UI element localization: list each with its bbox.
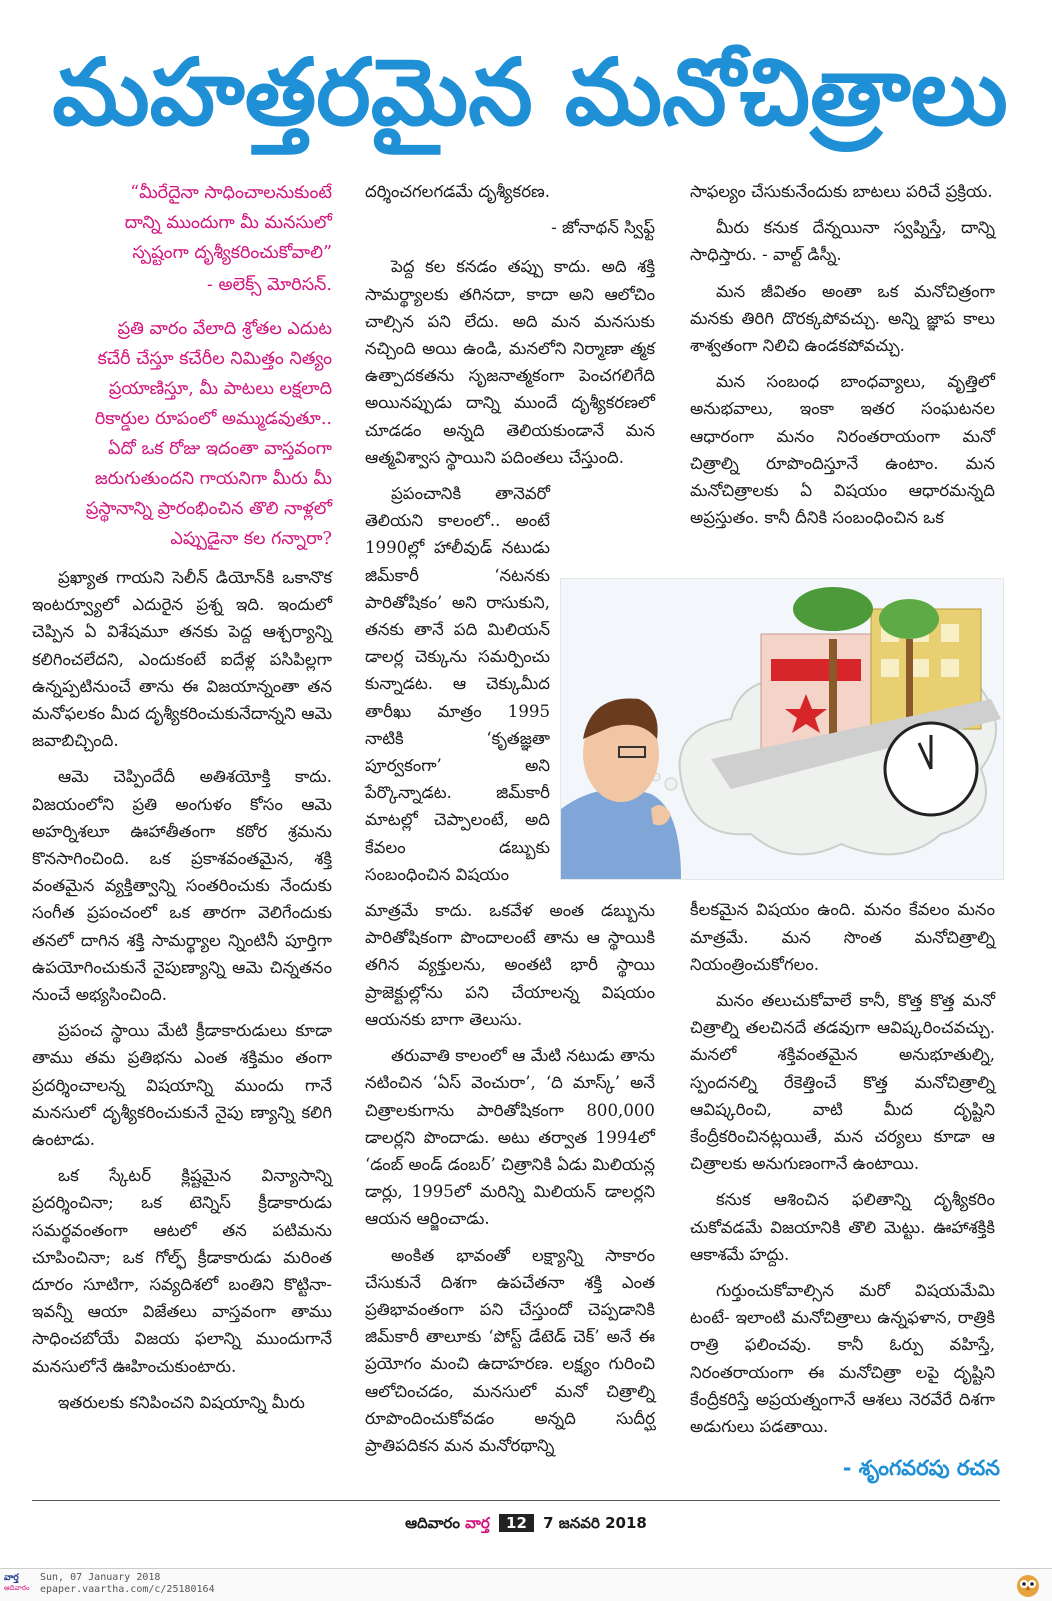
illustration-graphic bbox=[561, 579, 1003, 879]
epaper-info bbox=[40, 1572, 215, 1596]
page-footer bbox=[0, 1514, 1052, 1536]
footer-logo: వార్త bbox=[465, 1514, 490, 1532]
body-paragraph: తరువాతి కాలంలో ఆ మేటి నటుడు తాను నటించిన ‘ఏస్ వెంచురా’, ‘ది మాస్క్’ అనే చిత్రాలకుగాను పారితోషికంగా 800,000 డాలర్లని పొందాడు. అటు తర్వాత 1994లో ‘డంబ్ అండ్ డంబర్’ చిత్రానికి ఏడు మిలియన్ల డార్లు, 1995లో మరిన్ని మిలియన్ డాలర్లని ఆయన ఆర్జించాడు. bbox=[365, 1046, 655, 1229]
body-paragraph: ప్రపంచానికి తానెవరో తెలియని కాలంలో.. అంటే 1990ల్లో హాలీవుడ్ నటుడు జిమ్‌కారీ ‘నటనకు పారితోషికం’ అని రాసుకుని, తనకు తానే పది మిలియన్ డాలర్ల చెక్కును సమర్పించు కున్నాడట. ఆ చెక్కుమీద తారీఖు మాత్రం 1995 నాటికి ‘కృతజ్ఞతా పూర్వకంగా’ అని పేర్కొన్నాడట. జిమ్‌కారీ మాటల్లో చెప్పాలంటే, అది కేవలం డబ్బుకు సంబంధించిన విషయం bbox=[365, 484, 550, 884]
lead-line: ఎప్పుడైనా కల గన్నారా? bbox=[170, 529, 332, 549]
body-paragraph: ఆమె చెప్పిందేదీ అతిశయోక్తి కాదు. విజయంలోని ప్రతి అంగుళం కోసం ఆమె అహర్నిశలూ ఊహాతీతంగా కఠోర శ్రమను కొనసాగించింది. ఒక ప్రకాశవంతమైన, శక్తి వంతమైన వ్యక్తిత్వాన్ని సంతరించుకు నేందుకు సంగీత ప్రపంచంలో ఒక తారగా వెలిగేందుకు తనలో దాగిన శక్తి సామర్థ్యాల న్నింటినీ పూర్తిగా ఉపయోగించుకునే నైపుణ్యాన్ని ఆమె చిన్నతనం నుంచే అభ్యసించింది. bbox=[32, 767, 332, 1005]
article-illustration bbox=[560, 578, 1004, 880]
footer-date: 7 జనవరి 2018 bbox=[543, 1514, 647, 1532]
body-paragraph: పెద్ద కల కనడం తప్పు కాదు. అది శక్తి సామర్థ్యాలకు తగినదా, కాదా అని ఆలోచిం చాల్సిన పని లేదు. అది మన మనసుకు నచ్చింది అయి ఉండి, మనలోని నిర్మాణా త్మక ఉత్పాదకతను సృజనాత్మకంగా పెంచగలిగేది అయినప్పుడు దాన్ని ముందే దృశ్యీకరణలో చూడడం అన్నది తెలియకుండానే మన ఆత్మవిశ్వాస స్థాయిని పదింతలు చేస్తుంది. bbox=[365, 257, 655, 467]
body-paragraph: మన జీవితం అంతా ఒక మనోచిత్రంగా మనకు తిరిగి దొరక్కపోవచ్చు. అన్ని జ్ఞాప కాలు శాశ్వతంగా నిలిచి ఉండకపోవచ్చు. bbox=[690, 281, 995, 356]
logo-bottom-text: ఆదివారం bbox=[4, 1584, 30, 1592]
vaartha-logo[interactable] bbox=[4, 1573, 34, 1597]
owl-icon bbox=[1014, 1571, 1042, 1599]
body-paragraph: మనం తలుచుకోవాలే కానీ, కొత్త కొత్త మనో చిత్రాల్ని తలచినదే తడవుగా ఆవిష్కరించవచ్చు. మనలో శక్తివంతమైన అనుభూతుల్ని, స్పందనల్ని రేకెత్తించే కొత్త మనోచిత్రాల్ని ఆవిష్కరించి, వాటి మీద దృష్టిని కేంద్రీకరించినట్లయితే, మన చర్యలు కూడా ఆ చిత్రాలకు అనుగుణంగానే ఉంటాయి. bbox=[690, 991, 995, 1174]
quote-attribution: - అలెక్స్ మోరిసన్. bbox=[207, 275, 332, 295]
quote-line: స్పష్టంగా దృశ్యీకరించుకోవాలి” bbox=[132, 243, 332, 263]
lead-line: ప్రస్థానాన్ని ప్రారంభించిన తొలి నాళ్లలో bbox=[85, 499, 332, 519]
lead-line: కచేరీ చేస్తూ కచేరీల నిమిత్తం నిత్యం bbox=[97, 349, 332, 369]
body-paragraph: మీరు కనుక దేన్నయినా స్వప్నిస్తే, దాన్ని సాధిస్తారు. - వాల్ట్ డిస్నీ. bbox=[690, 218, 995, 265]
quote-attribution: - జోనాథన్ స్విఫ్ట్ bbox=[551, 218, 655, 238]
epaper-url[interactable]: epaper.vaartha.com/c/25180164 bbox=[40, 1584, 215, 1595]
lead-line: జరుగుతుందని గాయనిగా మీరు మీ bbox=[94, 469, 332, 489]
body-paragraph: ఒక స్కేటర్ క్లిష్టమైన విన్యాసాన్ని ప్రదర్శించినా; ఒక టెన్నిస్ క్రీడాకారుడు సమర్థవంతంగా ఆటలో తన పటిమను చూపించినా; ఒక గోల్ఫ్ క్రీడాకారుడు మరింత దూరం సూటిగా, సవ్యదిశలో బంతిని కొట్టినా- ఇవన్నీ ఆయా విజేతలు వాస్తవంగా తాము సాధించబోయే విజయ ఫలాన్ని ముందుగానే మనసులోనే ఊహించుకుంటారు. bbox=[32, 1166, 332, 1376]
lead-line: రికార్డుల రూపంలో అమ్ముడవుతూ.. bbox=[94, 409, 332, 429]
body-paragraph: కనుక ఆశించిన ఫలితాన్ని దృశ్యీకరిం చుకోవడమే విజయానికి తొలి మెట్టు. ఊహాశక్తికి ఆకాశమే హద్దు. bbox=[690, 1190, 995, 1264]
body-paragraph: అంకిత భావంతో లక్ష్యాన్ని సాకారం చేసుకునే దిశగా ఉపచేతనా శక్తి ఎంత ప్రతిభావంతంగా పని చేస్తుందో చెప్పడానికి జిమ్‌కారీ తాలూకు ‘పోస్ట్ డేటెడ్ చెక్’ అనే ఈ ప్రయోగం మంచి ఉదాహరణ. లక్ష్యం గురించి ఆలోచించడం, మనసులో మనో చిత్రాల్ని రూపొందించుకోవడం అన్నది సుదీర్ఘ ప్రాతిపదికన మన మనోరథాన్ని bbox=[365, 1245, 655, 1455]
body-paragraph: గుర్తుంచుకోవాల్సిన మరో విషయమేమి టంటే- ఇలాంటి మనోచిత్రాలు ఉన్నఫళాన, రాత్రికి రాత్రి ఫలించవు. కానీ ఓర్పు వహిస్తే, నిరంతరాయంగా ఈ మనోచిత్రా లపై దృష్టిని కేంద్రీకరిస్తే అప్రయత్నంగానే ఆశలు నెరవేరే దిశగా అడుగులు పడతాయి. bbox=[690, 1281, 995, 1437]
lead-line: ప్రయాణిస్తూ, మీ పాటలు లక్షలాది bbox=[108, 379, 332, 399]
body-paragraph: సాఫల్యం చేసుకునేందుకు బాటలు పరిచే ప్రక్రియ. bbox=[690, 182, 993, 201]
quote-line: దాన్ని ముందుగా మీ మనసులో bbox=[124, 213, 332, 233]
footer-day: ఆదివారం bbox=[405, 1514, 460, 1532]
column-1 bbox=[32, 178, 332, 1425]
logo-top-text: వార్త bbox=[4, 1573, 19, 1583]
quote-line: “మీరేదైనా సాధించాలనుకుంటే bbox=[130, 183, 332, 203]
epaper-date: Sun, 07 January 2018 bbox=[40, 1572, 161, 1583]
pull-quote bbox=[32, 178, 332, 554]
page-number: 12 bbox=[499, 1514, 534, 1532]
body-paragraph: మాత్రమే కాదు. ఒకవేళ అంత డబ్బును పారితోషికంగా పొందాలంటే తాను ఆ స్థాయికి తగిన వ్యక్తులను, అంతటి భారీ స్థాయి ప్రాజెక్టుల్లోను పని చేయాలన్న విషయం ఆయనకు బాగా తెలుసు. bbox=[365, 901, 655, 1029]
footer-rule bbox=[32, 1500, 1000, 1501]
body-paragraph: మన సంబంధ బాంధవ్యాలు, వృత్తిలో అనుభవాలు, ఇంకా ఇతర సంఘటనల ఆధారంగా మనం నిరంతరాయంగా మనో చిత్రాల్ని రూపొందిస్తూనే ఉంటాం. మన మనోచిత్రాలకు ఏ విషయం ఆధారమన్నది అప్రస్తుతం. కానీ దీనికి సంబంధించిన ఒక bbox=[690, 372, 995, 528]
lead-line: ఏదో ఒక రోజు ఇదంతా వాస్తవంగా bbox=[108, 439, 332, 459]
body-paragraph: దర్శించగలగడమే దృశ్యీకరణ. bbox=[365, 182, 551, 201]
body-paragraph: కీలకమైన విషయం ఉంది. మనం కేవలం మనం మాత్రమే. మన సొంత మనోచిత్రాల్ని నియంత్రించుకోగలం. bbox=[690, 900, 995, 974]
body-paragraph: ప్రపంచ స్థాయి మేటి క్రీడాకారుడులు కూడా తాము తమ ప్రతిభను ఎంత శక్తిమం తంగా ప్రదర్శించాలన్న విషయాన్ని ముందు గానే మనసులో దృశ్యీకరించుకునే నైపు ణ్యాన్ని కలిగి ఉంటాడు. bbox=[32, 1021, 332, 1150]
lead-line: ప్రతి వారం వేలాది శ్రోతల ఎదుట bbox=[117, 319, 332, 339]
page-headline: మహత్తరమైన మనోచిత్రాలు bbox=[52, 39, 1008, 146]
body-paragraph: ప్రఖ్యాత గాయని సెలీన్ డియోన్‌కి ఒకానొక ఇంటర్వ్యూలో ఎదురైన ప్రశ్న ఇది. ఇందులో చెప్పిన ఏ విశేషమూ తనకు పెద్ద ఆశ్చర్యాన్ని కలిగించలేదని, ఎందుకంటే ఐదేళ్ల పసిపిల్లగా ఉన్నప్పటినుంచే తాను ఈ విజయాన్నంతా తన మనోఫలకం మీద దృశ్యీకరించుకునేదాన్నని ఆమె జవాబిచ్చింది. bbox=[32, 568, 332, 751]
article-byline: - శృంగవరపు రచన bbox=[842, 1456, 1000, 1480]
epaper-bar bbox=[0, 1568, 1052, 1601]
body-paragraph: ఇతరులకు కనిపించని విషయాన్ని మీరు bbox=[58, 1392, 305, 1412]
